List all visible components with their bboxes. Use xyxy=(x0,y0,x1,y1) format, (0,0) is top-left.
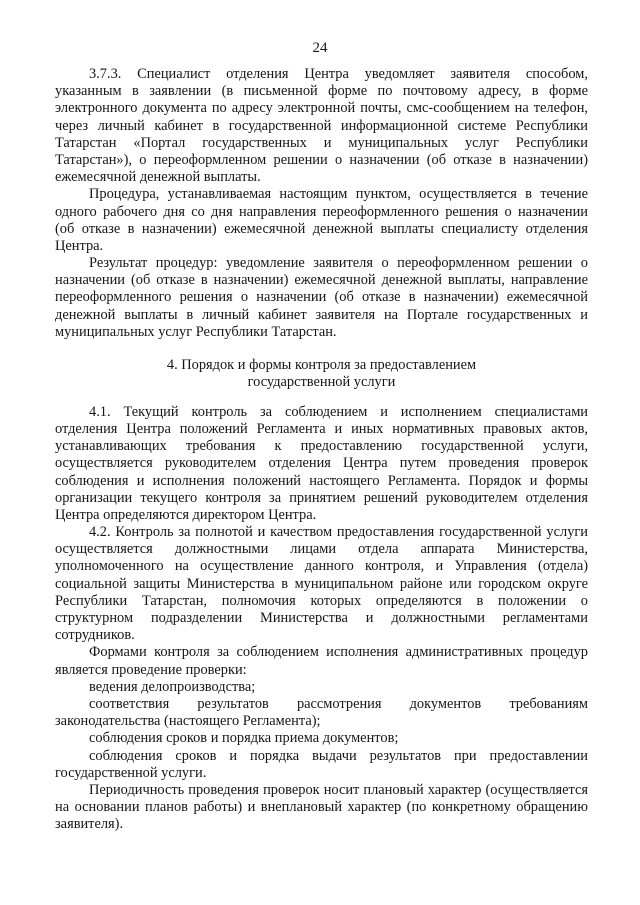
text-line: 3.7.3. Специалист отделения Центра уведомляет заявителя способом, xyxy=(89,66,588,82)
text-line: организации текущего контроля за принятием решений руководителем отделения xyxy=(55,489,588,506)
clause-3-7-3-procedure xyxy=(55,186,588,255)
text-line: ведения делопроизводства; xyxy=(89,678,256,695)
text-line: Татарстан «Портал государственных и муниципальных услуг Республики xyxy=(55,134,588,151)
text-line: денежной выплаты в личный кабинет заявителя на Портале государственных и xyxy=(55,306,588,323)
text-line: осуществляется должностными лицами отдела аппарата Министерства, xyxy=(55,541,588,558)
heading-line: 4. Порядок и формы контроля за предоставлением xyxy=(166,356,477,373)
list-item xyxy=(55,748,588,782)
text-line: осуществляется руководителем отделения Центра путем проведения проверок xyxy=(55,455,588,472)
text-line: Центра определяются директором Центра. xyxy=(55,506,317,523)
text-line: сотрудников. xyxy=(55,627,135,644)
text-line: переоформленного решения о назначении (об отказе в назначении) ежемесячной xyxy=(55,289,588,306)
text-line: государственной услуги. xyxy=(55,764,207,781)
text-line: законодательства (настоящего Регламента); xyxy=(55,713,321,730)
check-items-list xyxy=(55,679,588,782)
periodicity-paragraph xyxy=(55,782,588,834)
text-line: является проведение проверки: xyxy=(55,661,247,678)
text-line: через личный кабинет в государственной информационной системе Республики xyxy=(55,117,588,134)
clause-3-7-3-result xyxy=(55,255,588,341)
text-line: Республики Татарстан, полномочия которых определяются в положении о xyxy=(55,592,588,609)
control-forms-paragraph xyxy=(55,644,588,678)
text-line: структурном подразделении Министерства и должностными регламентами xyxy=(55,610,588,627)
text-line: Татарстан»), о переоформленном решении о назначении (об отказе в назначении) xyxy=(55,151,588,168)
document-body xyxy=(55,66,588,833)
text-line: соответствия результатов рассмотрения документов требованиям xyxy=(89,695,588,712)
list-item xyxy=(55,696,588,730)
list-item xyxy=(55,679,588,696)
text-line: назначении (об отказе в назначении) ежемесячной денежной выплаты, направление xyxy=(55,272,588,289)
text-line: уполномоченного на осуществление данного контроля, и Управления (отдела) xyxy=(55,558,588,575)
text-line: одного рабочего дня со дня направления переоформленного решения о назначении xyxy=(55,203,588,220)
text-line: соблюдения сроков и порядка приема документов; xyxy=(89,730,399,747)
text-line: 4.2. Контроль за полнотой и качеством предоставления государственной услуги xyxy=(89,524,588,541)
text-line: ежемесячной денежной выплаты. xyxy=(55,169,261,186)
page-number: 24 xyxy=(312,40,328,56)
text-line: Центра. xyxy=(55,237,104,254)
section-4-heading xyxy=(55,357,588,391)
section-4-body xyxy=(55,404,588,834)
text-line: указанным в заявлении (в письменной форме по почтовому адресу, в форме xyxy=(55,83,588,100)
text-line: муниципальных услуг Республики Татарстан. xyxy=(55,323,337,340)
text-line: заявителя). xyxy=(55,816,124,833)
clause-4-1 xyxy=(55,404,588,524)
text-line: на основании планов работы) и внеплановый характер (по конкретному обращению xyxy=(55,799,588,816)
text-line: 4.1. Текущий контроль за соблюдением и исполнением специалистами xyxy=(89,403,588,420)
clause-3-7-3-notification xyxy=(55,66,588,186)
text-line: соблюдения и исполнения положений настоящего Регламента. Порядок и формы xyxy=(55,472,588,489)
text-line: соблюдения сроков и порядка выдачи результатов при предоставлении xyxy=(89,747,588,764)
text-line: Процедура, устанавливаемая настоящим пунктом, осуществляется в течение xyxy=(89,186,588,203)
text-line: (об отказе в назначении) ежемесячной денежной выплаты специалисту отделения xyxy=(55,220,588,237)
list-item xyxy=(55,730,588,747)
text-line: Периодичность проведения проверок носит плановый характер (осуществляется xyxy=(89,781,588,798)
text-line: устанавливающих требования к предоставлению государственной услуги, xyxy=(55,438,588,455)
text-line: Формами контроля за соблюдением исполнения административных процедур xyxy=(89,644,588,661)
text-line: отделения Центра положений Регламента и иных нормативных правовых актов, xyxy=(55,420,588,437)
text-line: электронного документа по адресу электронной почты, смс-сообщением на телефон, xyxy=(55,100,588,117)
heading-line: государственной услуги xyxy=(247,373,396,390)
text-line: Результат процедур: уведомление заявителя о переоформленном решении о xyxy=(89,255,588,272)
text-line: социальной защиты Министерства в муниципальном районе или городском округе xyxy=(55,575,588,592)
clause-4-2 xyxy=(55,524,588,644)
